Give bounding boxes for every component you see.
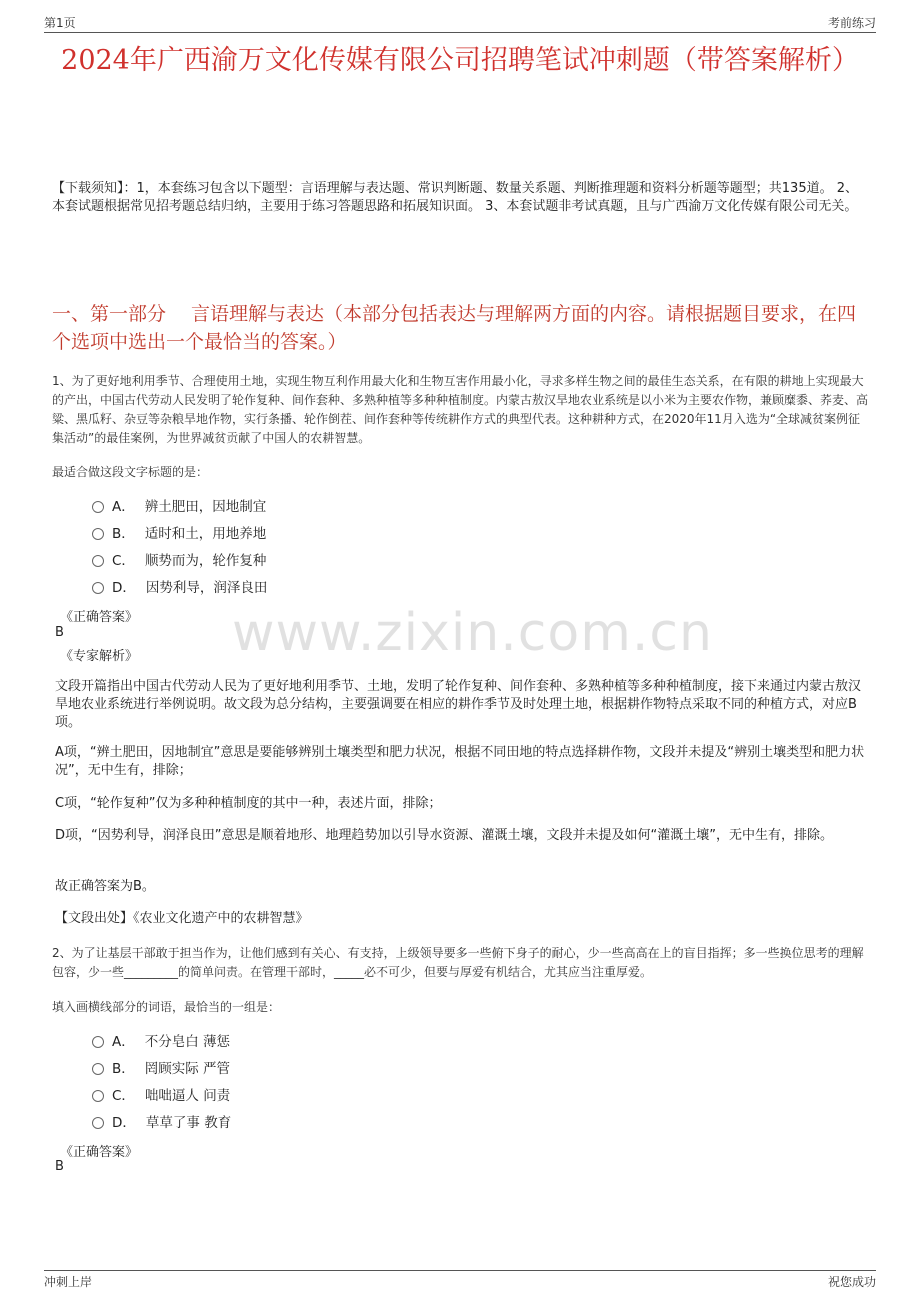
option-letter: D． [112, 1115, 136, 1131]
q1-analysis-paragraph: A项，“辨土肥田，因地制宜”意思是要能够辨别土壤类型和肥力状况，根据不同田地的特点选择耕作物，文段并未提及“辨别土壤类型和肥力状况”，无中生有，排除； [55, 745, 865, 778]
page-footer [44, 1270, 876, 1293]
q1-answer: B [55, 625, 64, 640]
q1-analysis-label: 《专家解析》 [60, 649, 139, 664]
question-1-stem: 1、为了更好地利用季节、合理使用土地，实现生物互利作用最大化和生物互害作用最小化，寻求多样生物之间的最佳生态关系，在有限的耕地上实现最大的产出，中国古代劳动人民发明了轮作复种、间作套种、多熟种植等多种种植制度。内蒙古敖汉旱地农业系统是以小米为主要农作物，兼顾糜黍、荞麦、高粱、黑瓜籽、杂豆等杂粮旱地作物，实行条播、轮作倒茬、间作套种等传统耕作方式的典型代表。这种耕种方式，在2020年11月入选为“全球减贫案例征集活动”的最佳案例，为世界减贫贡献了中国人的农耕智慧。 [52, 374, 869, 445]
q1-option-d[interactable] [92, 576, 267, 596]
footer-left-text: 冲刺上岸 [44, 1275, 93, 1289]
q1-analysis-paragraph: 文段开篇指出中国古代劳动人民为了更好地利用季节、土地，发明了轮作复种、间作套种、多熟种植等多种种植制度，接下来通过内蒙古敖汉旱地农业系统进行举例说明。故文段为总分结构，主要强调要在相应的耕作季节及时处理土地，根据耕作物特点采取不同的种植方式，对应B项。 [55, 679, 862, 730]
option-text: 罔顾实际 严管 [144, 1061, 231, 1077]
radio-icon[interactable] [92, 501, 104, 513]
option-letter: B． [112, 1061, 135, 1077]
download-notice: 【下载须知】：1，本套练习包含以下题型：言语理解与表达题、常识判断题、数量关系题、判断推理题和资料分析题等题型；共135道。 2、本套试题根据常见招考题总结归纳，主要用于练习答题思路和拓展知识面。 3、本套试题非考试真题，且与广西渝万文化传媒有限公司无关。 [52, 181, 858, 214]
option-letter: C． [112, 553, 135, 569]
option-text: 适时和土，用地养地 [144, 526, 267, 542]
q1-analysis-paragraph: D项，“因势利导，润泽良田”意思是顺着地形、地理趋势加以引导水资源、灌溉土壤，文段并未提及如何“灌溉土壤”，无中生有，排除。 [55, 828, 833, 843]
q1-analysis-paragraph: C项，“轮作复种”仅为多种种植制度的其中一种，表述片面，排除； [55, 796, 442, 811]
document-title: 2024年广西渝万文化传媒有限公司招聘笔试冲刺题（带答案解析） [61, 45, 859, 76]
header-tag: 考前练习 [827, 16, 876, 30]
radio-icon[interactable] [92, 1090, 104, 1102]
radio-icon[interactable] [92, 555, 104, 567]
q2-option-d[interactable] [92, 1111, 231, 1131]
option-text: 因势利导，润泽良田 [145, 580, 268, 596]
radio-icon[interactable] [92, 582, 104, 594]
radio-icon[interactable] [92, 1063, 104, 1075]
question-1-prompt: 最适合做这段文字标题的是： [52, 465, 209, 479]
q2-answer: B [55, 1159, 64, 1174]
watermark: www.zixin.com.cn [232, 603, 713, 663]
option-text: 不分皂白 薄惩 [144, 1034, 231, 1050]
q1-answer-label: 《正确答案》 [60, 610, 139, 625]
q2-option-c[interactable] [92, 1084, 230, 1104]
q1-analysis-paragraph: 故正确答案为B。 [55, 879, 155, 894]
page-number: 第1页 [44, 16, 76, 30]
option-text: 草草了事 教育 [145, 1115, 232, 1131]
option-letter: D． [112, 580, 136, 596]
option-text: 辨土肥田，因地制宜 [144, 499, 267, 515]
option-letter: A． [112, 1034, 135, 1050]
option-letter: C． [112, 1088, 135, 1104]
option-text: 顺势而为，轮作复种 [144, 553, 267, 569]
question-2-stem: 2、为了让基层干部敢于担当作为，让他们感到有关心、有支持，上级领导要多一些俯下身子的耐心，少一些高高在上的盲目指挥；多一些换位思考的理解包容，少一些_________的简单问责。在管理干部时，_____必不可少，但要与厚爱有机结合，尤其应当注重厚爱。 [52, 946, 864, 979]
radio-icon[interactable] [92, 528, 104, 540]
radio-icon[interactable] [92, 1036, 104, 1048]
option-text: 咄咄逼人 问责 [144, 1088, 231, 1104]
q1-source: 【文段出处】《农业文化遗产中的农耕智慧》 [55, 911, 309, 926]
q1-option-a[interactable] [92, 495, 266, 515]
q2-answer-label: 《正确答案》 [60, 1145, 139, 1160]
q2-option-a[interactable] [92, 1030, 230, 1050]
radio-icon[interactable] [92, 1117, 104, 1129]
question-2-prompt: 填入画横线部分的词语，最恰当的一组是： [52, 1000, 281, 1014]
q1-option-b[interactable] [92, 522, 266, 542]
footer-right-text: 祝您成功 [827, 1275, 876, 1289]
page-header [44, 13, 876, 33]
option-letter: B． [112, 526, 135, 542]
option-letter: A． [112, 499, 135, 515]
section-heading: 一、第一部分 言语理解与表达（本部分包括表达与理解两方面的内容。请根据题目要求，在四个选项中选出一个最恰当的答案。） [52, 303, 857, 353]
q1-option-c[interactable] [92, 549, 266, 569]
q2-option-b[interactable] [92, 1057, 230, 1077]
